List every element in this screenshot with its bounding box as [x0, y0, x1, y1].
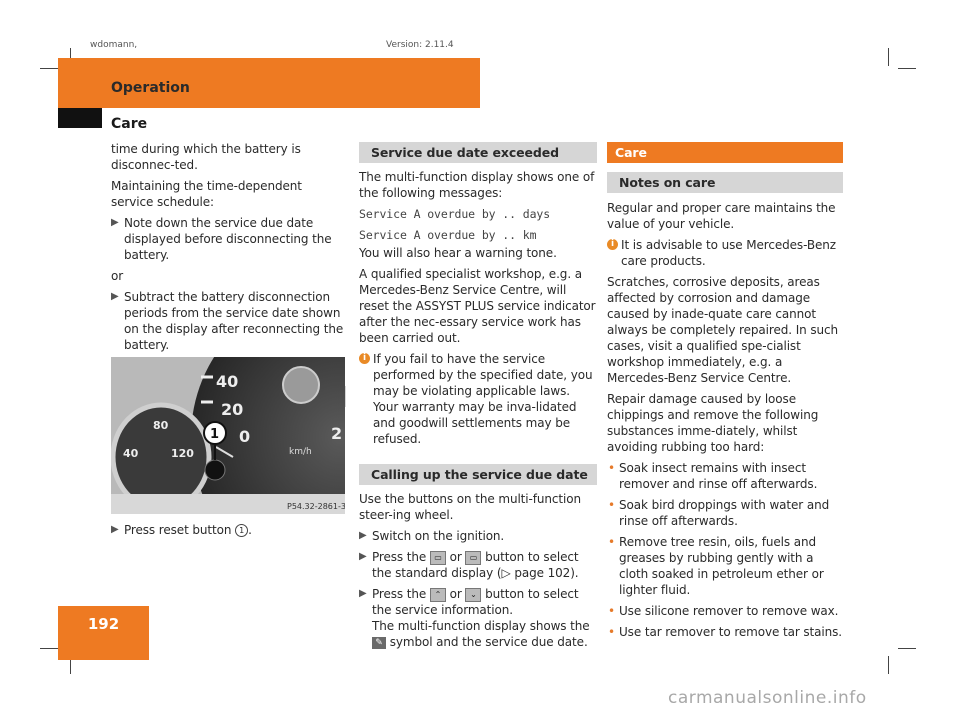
- top-meta-right: Version: 2.11.4: [386, 40, 454, 50]
- up-button-icon: ⌃: [430, 588, 446, 602]
- page-title: Care: [111, 116, 148, 132]
- svg-text:20: 20: [221, 400, 244, 419]
- crop-mark: [898, 648, 916, 649]
- info-note: i It is advisable to use Mercedes-Benz care products.: [607, 237, 843, 269]
- step: ▶ Press the ▭ or ▭ button to select the standard display (▷ page 102).: [359, 550, 579, 580]
- paragraph: Maintaining the time-dependent service schedule:: [111, 179, 302, 209]
- arrow-icon: ▶: [111, 217, 119, 228]
- info-icon: i: [359, 353, 370, 364]
- column-3: [607, 142, 843, 645]
- callout-number: 1: [235, 524, 248, 537]
- paragraph: Regular and proper care maintains the value of your vehicle.: [607, 201, 836, 231]
- list-item: • Use tar remover to remove tar stains.: [608, 625, 843, 639]
- wrench-icon: ✎: [372, 637, 386, 649]
- step: ▶ Note down the service due date displayed before disconnecting the battery.: [111, 216, 332, 262]
- paragraph: You will also hear a warning tone.: [359, 246, 557, 260]
- list-item: • Use silicone remover to remove wax.: [608, 604, 839, 618]
- arrow-icon: ▶: [111, 291, 119, 302]
- top-meta-left: wdomann,: [90, 40, 138, 50]
- bullet-icon: •: [608, 604, 615, 618]
- crop-mark: [898, 68, 916, 69]
- svg-text:0: 0: [239, 427, 251, 446]
- crop-mark: [888, 48, 889, 66]
- display-button-icon: ▭: [465, 551, 481, 565]
- arrow-icon: ▶: [359, 588, 367, 599]
- column-1-step: [111, 522, 346, 543]
- image-label: P54.32-2861-31: [287, 502, 345, 511]
- section-heading-care: Care: [607, 142, 843, 163]
- step: ▶ Press the ⌃ or ⌄ button to select the service information. The multi-function display shows the ✎ symbol and the service due date.: [359, 587, 590, 649]
- watermark: carmanualsonline.info: [668, 688, 867, 708]
- image-callout: 1: [210, 427, 220, 442]
- step: ▶ Subtract the battery disconnection periods from the service date shown on the display after reconnecting the battery.: [111, 290, 344, 352]
- paragraph: A qualified specialist workshop, e.g. a Mercedes-Benz Service Centre, will reset the ASSYST PLUS service indicator after the nec-essary service work has been carried out.: [359, 267, 596, 345]
- crop-mark: [888, 656, 889, 674]
- svg-text:80: 80: [153, 419, 169, 432]
- section-heading: Service due date exceeded: [359, 142, 597, 163]
- paragraph: Use the buttons on the multi-function steer-ing wheel.: [359, 492, 581, 522]
- paragraph: Repair damage caused by loose chippings and remove the following substances imme-diately, whilst avoiding rubbing too hard:: [607, 392, 819, 454]
- display-message: Service A overdue by .. km: [359, 228, 537, 242]
- svg-text:2: 2: [331, 424, 343, 443]
- column-2: [359, 142, 597, 655]
- section-heading: Calling up the service due date: [359, 464, 597, 485]
- bullet-icon: •: [608, 625, 615, 639]
- info-note: i If you fail to have the service performed by the specified date, you may be violating applicable laws. Your warranty may be inva-lidated and goodwill settlements may be refused.: [359, 351, 597, 447]
- list-item: • Soak insect remains with insect remover and rinse off afterwards.: [608, 461, 818, 491]
- paragraph-or: or: [111, 269, 124, 283]
- arrow-icon: ▶: [359, 530, 367, 541]
- page-ref-icon: ▷: [501, 566, 515, 580]
- list-item: • Soak bird droppings with water and rinse off afterwards.: [608, 498, 830, 528]
- crop-mark: [40, 648, 58, 649]
- paragraph: time during which the battery is disconnec-ted.: [111, 142, 301, 172]
- bullet-icon: •: [608, 498, 615, 512]
- instrument-cluster-photo: [111, 357, 345, 514]
- bullet-icon: •: [608, 461, 615, 475]
- list-item: • Remove tree resin, oils, fuels and greases by rubbing gently with a cloth soaked in petroleum ether or lighter fluid.: [608, 535, 824, 597]
- section-title: Operation: [111, 80, 190, 96]
- display-message: Service A overdue by .. days: [359, 207, 551, 221]
- paragraph: The multi-function display shows one of the following messages:: [359, 170, 595, 200]
- section-heading: Notes on care: [607, 172, 843, 193]
- header-black-tab: [58, 108, 102, 128]
- svg-text:40: 40: [123, 447, 139, 460]
- step: ▶ Switch on the ignition.: [359, 529, 505, 543]
- down-button-icon: ⌄: [465, 588, 481, 602]
- crop-mark: [40, 68, 58, 69]
- arrow-icon: ▶: [359, 551, 367, 562]
- arrow-icon: ▶: [111, 524, 119, 535]
- page-number: 192: [58, 606, 149, 660]
- display-button-icon: ▭: [430, 551, 446, 565]
- step: ▶ Press reset button 1 .: [111, 523, 252, 537]
- svg-text:40: 40: [216, 372, 239, 391]
- info-icon: i: [607, 239, 618, 250]
- svg-text:120: 120: [171, 447, 194, 460]
- paragraph: Scratches, corrosive deposits, areas affected by corrosion and damage caused by inade-quate care cannot always be completely repaired. In such cases, visit a qualified spe-cialist workshop immediately, e.g. a Mercedes-Benz Service Centre.: [607, 275, 839, 385]
- svg-text:km/h: km/h: [289, 447, 312, 457]
- bullet-icon: •: [608, 535, 615, 549]
